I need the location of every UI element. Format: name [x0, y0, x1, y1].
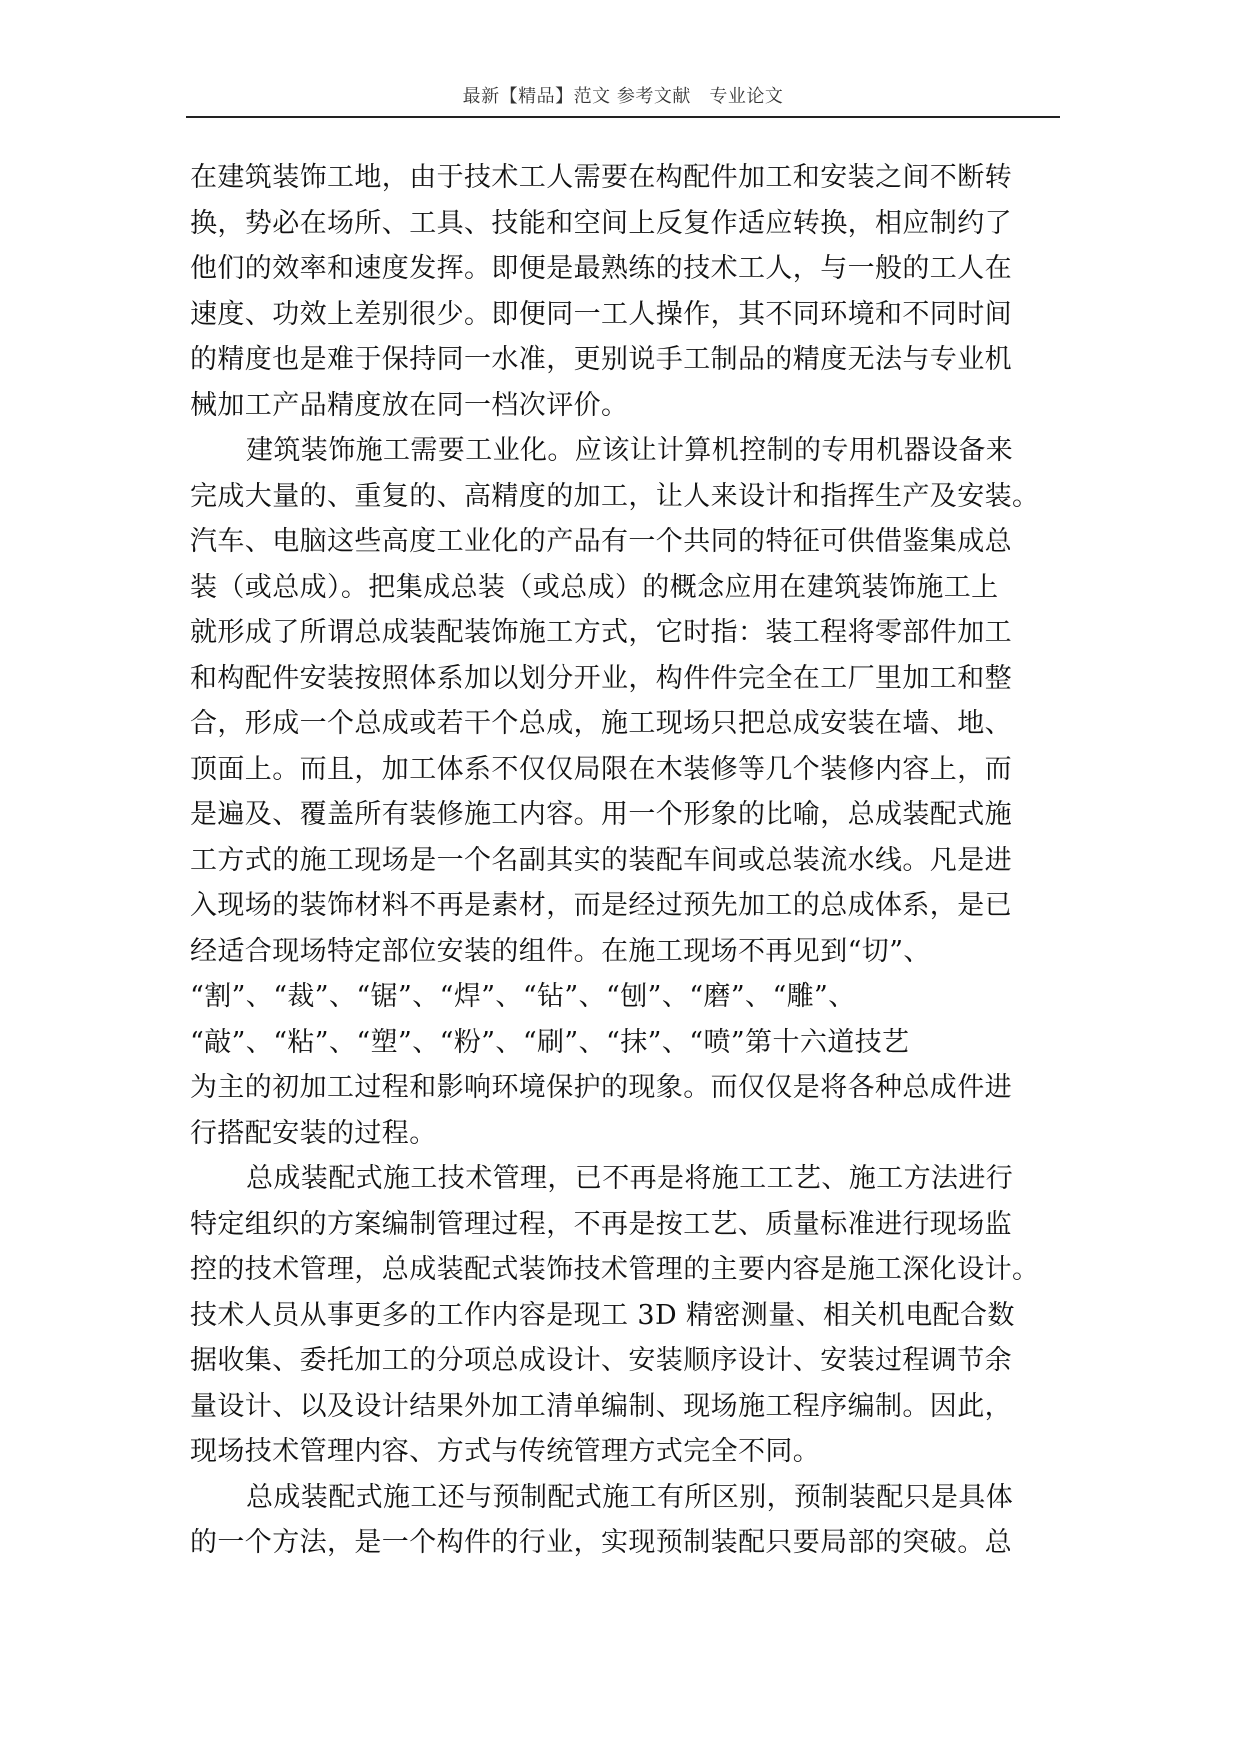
text-line: 的精度也是难于保持同一水准，更别说手工制品的精度无法与专业机	[190, 344, 1012, 375]
text-line: 完成大量的、重复的、高精度的加工，让人来设计和指挥生产及安装。	[190, 480, 1040, 512]
text-line: 合，形成一个总成或若干个总成，施工现场只把总成安装在墙、地、	[190, 708, 1012, 739]
text-line: 和构配件安装按照体系加以划分开业，构件件完全在工厂里加工和整	[190, 662, 1012, 694]
text-line: 械加工产品精度放在同一档次评价。	[190, 389, 629, 421]
text-line: 控的技术管理，总成装配式装饰技术管理的主要内容是施工深化设计。	[190, 1254, 1040, 1285]
text-line: 量设计、以及设计结果外加工清单编制、现场施工程序编制。因此，	[190, 1390, 1012, 1422]
text-line: 装（或总成）。把集成总装（或总成）的概念应用在建筑装饰施工上	[190, 571, 999, 603]
paragraph-first-line: 建筑装饰施工需要工业化。应该让计算机控制的专用机器设备来	[246, 435, 1014, 466]
text-line: 技术人员从事更多的工作内容是现工 3D 精密测量、相关机电配合数	[190, 1299, 1015, 1331]
text-line: “割”、“裁”、“锯”、“焊”、“钻”、“刨”、“磨”、“雕”、	[190, 981, 856, 1012]
text-line: 的一个方法，是一个构件的行业，实现预制装配只要局部的突破。总	[190, 1527, 1012, 1558]
paragraph-first-line: 总成装配式施工还与预制配式施工有所区别，预制装配只是具体	[246, 1481, 1014, 1513]
text-line: “敲”、“粘”、“塑”、“粉”、“刷”、“抹”、“喷”第十六道技艺	[190, 1026, 910, 1058]
paragraph-first-line: 总成装配式施工技术管理，已不再是将施工工艺、施工方法进行	[246, 1163, 1014, 1194]
text-line: 是遍及、覆盖所有装修施工内容。用一个形象的比喻，总成装配式施	[190, 799, 1012, 830]
text-line: 在建筑装饰工地，由于技术工人需要在构配件加工和安装之间不断转	[190, 162, 1012, 193]
text-line: 行搭配安装的过程。	[190, 1117, 437, 1149]
text-line: 特定组织的方案编制管理过程，不再是按工艺、质量标准进行现场监	[190, 1208, 1012, 1240]
header-divider	[186, 116, 1060, 118]
text-line: 入现场的装饰材料不再是素材，而是经过预先加工的总成体系，是已	[190, 890, 1012, 921]
text-line: 工方式的施工现场是一个名副其实的装配车间或总装流水线。凡是进	[190, 844, 1012, 876]
text-line: 经适合现场特定部位安装的组件。在施工现场不再见到“切”、	[190, 935, 931, 967]
text-line: 速度、功效上差别很少。即便同一工人操作，其不同环境和不同时间	[190, 298, 1012, 330]
text-line: 为主的初加工过程和影响环境保护的现象。而仅仅是将各种总成件进	[190, 1072, 1012, 1103]
text-line: 顶面上。而且，加工体系不仅仅局限在木装修等几个装修内容上，而	[190, 753, 1012, 785]
text-line: 现场技术管理内容、方式与传统管理方式完全不同。	[190, 1436, 821, 1467]
text-line: 换，势必在场所、工具、技能和空间上反复作适应转换，相应制约了	[190, 207, 1012, 239]
text-line: 据收集、委托加工的分项总成设计、安装顺序设计、安装过程调节余	[190, 1345, 1012, 1376]
text-line: 就形成了所谓总成装配装饰施工方式，它时指：装工程将零部件加工	[190, 617, 1012, 648]
body-text	[190, 155, 1058, 1566]
page-header: 最新【精品】范文 参考文献 专业论文	[462, 86, 784, 107]
text-line: 汽车、电脑这些高度工业化的产品有一个共同的特征可供借鉴集成总	[190, 526, 1012, 557]
text-line: 他们的效率和速度发挥。即便是最熟练的技术工人，与一般的工人在	[190, 253, 1012, 284]
